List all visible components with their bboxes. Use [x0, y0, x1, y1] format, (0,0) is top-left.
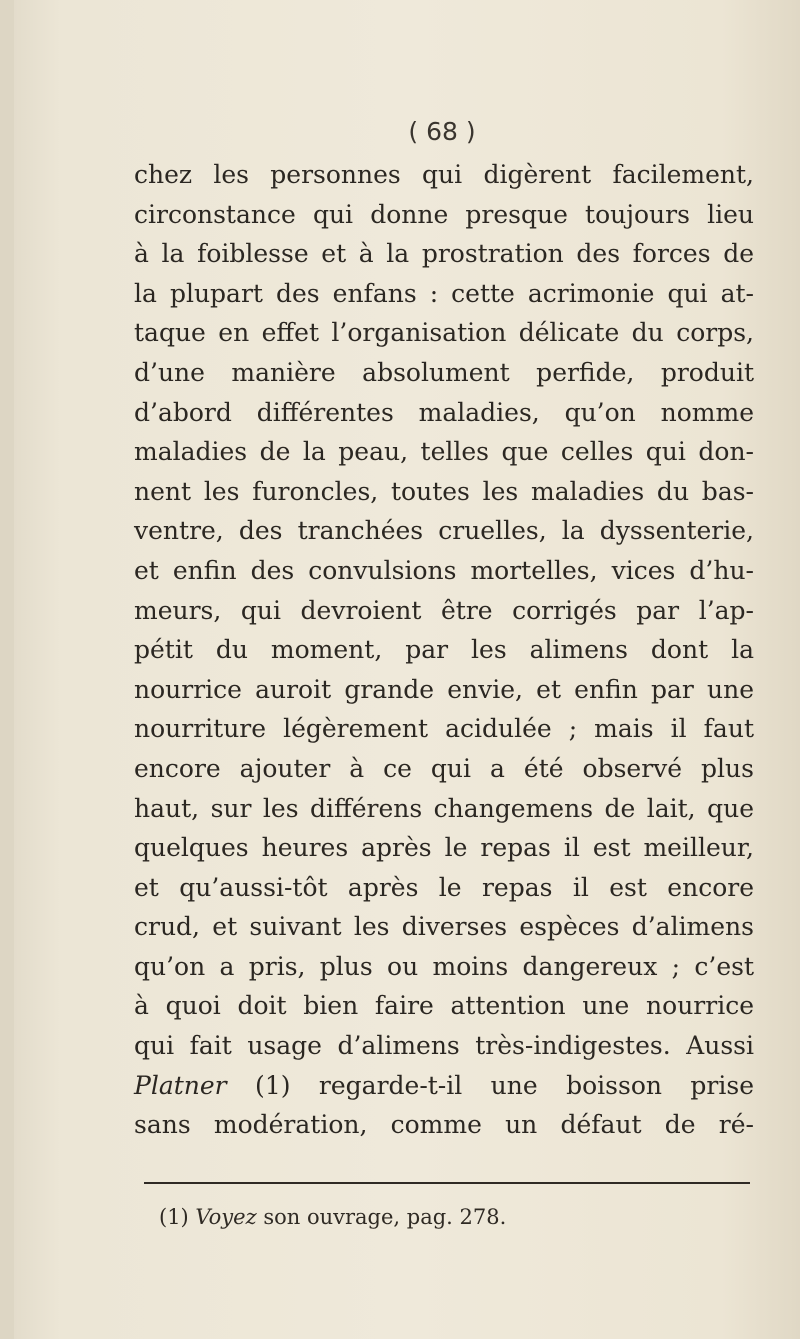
text-line: chez les personnes qui digèrent facilement, [134, 160, 754, 189]
page-number: ( 68 ) [408, 117, 476, 146]
text-line: nent les furoncles, toutes les maladies du bas- [134, 476, 754, 506]
text-line: maladies de la peau, telles que celles qui don- [134, 437, 754, 467]
text-line: encore ajouter à ce qui a été observé plus [134, 753, 754, 783]
text-line: quelques heures après le repas il est meilleur, [134, 833, 754, 863]
text-line: et enfin des convulsions mortelles, vices d’hu- [134, 555, 754, 585]
text-line: d’une manière absolument perfide, produit [134, 357, 754, 387]
text-line: circonstance qui donne presque toujours lieu [134, 199, 754, 229]
text-line: nourrice auroit grande envie, et enfin par une [134, 674, 754, 704]
footnote-text: son ouvrage, pag. 278. [256, 1205, 507, 1229]
text-line: qu’on a pris, plus ou moins dangereux ; c’est [134, 951, 754, 981]
text-line: la plupart des enfans : cette acrimonie qui at- [134, 278, 754, 308]
text-line: haut, sur les différens changemens de lait, que [134, 793, 754, 823]
book-page [14, 0, 800, 1339]
text-line: ventre, des tranchées cruelles, la dyssenterie, [134, 516, 754, 546]
footnote-voyez: Voyez [195, 1205, 257, 1229]
text-line: nourriture légèrement acidulée ; mais il faut [134, 714, 754, 744]
footnote-marker: (1) [159, 1205, 196, 1229]
text-line: à la foiblesse et à la prostration des forces de [134, 239, 754, 269]
text-line: et qu’aussi-tôt après le repas il est encore [134, 872, 754, 902]
text-line: qui fait usage d’alimens très-indigestes. Aussi [134, 1031, 754, 1061]
text-line: d’abord différentes maladies, qu’on nomme [134, 397, 754, 427]
text-line: pétit du moment, par les alimens dont la [134, 635, 754, 665]
text-line-rest: (1) regarde-t-il une boisson prise [226, 1070, 754, 1100]
text-line: crud, et suivant les diverses espèces d’alimens [134, 912, 754, 942]
text-line: taque en effet l’organisation délicate du corps, [134, 318, 754, 348]
text-line: meurs, qui devroient être corrigés par l’ap- [134, 595, 754, 625]
text-line-last: sans modération, comme un défaut de ré- [134, 1110, 754, 1140]
text-line-platner [134, 1066, 754, 1106]
body-text [134, 155, 754, 1145]
text-line: à quoi doit bien faire attention une nourrice [134, 991, 754, 1021]
author-name-platner: Platner [134, 1070, 227, 1100]
footnote-rule [144, 1182, 750, 1184]
footnote [159, 1205, 506, 1229]
